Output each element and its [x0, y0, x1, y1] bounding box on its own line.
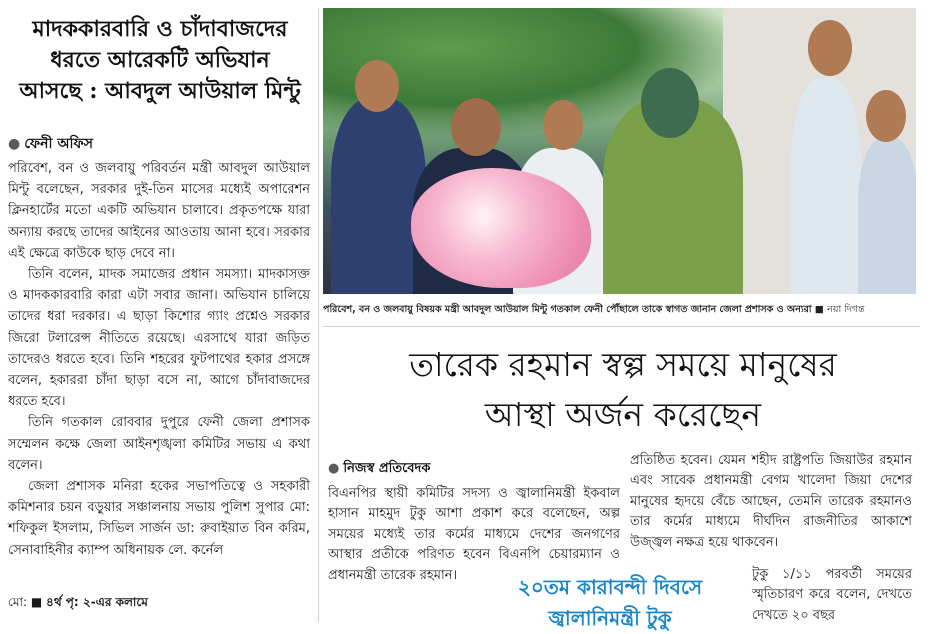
section-divider [323, 326, 920, 327]
reporter-text: নিজস্ব প্রতিবেদক [343, 461, 431, 476]
photo-person-headscarf [641, 68, 699, 138]
left-paragraph-4: জেলা প্রশাসক মনিরা হকের সভাপতিত্বে ও সহকারী কমিশনার চয়ন বড়ুয়ার সঞ্চালনায় সভায় পুলিশ সুপার মো: শফিকুল ইসলাম, সিভিল সার্জন ডা: রুবাইয়াত বিন করিম, সেনাবাহিনীর ক্যাম্প অধিনায়ক লে. কর্নেল [8, 479, 310, 558]
photo-person [331, 98, 426, 294]
main-headline-line-1: তারেক রহমান স্বল্প সময়ে মানুষের [409, 345, 837, 384]
column-divider [318, 8, 319, 622]
left-paragraph-3: তিনি গতকাল রোববার দুপুরে ফেনী জেলা প্রশাসক সম্মেলন কক্ষে জেলা আইনশৃঙ্খলা কমিটির সভায় এ কথা বলেন। [8, 415, 310, 473]
sub-headline [480, 572, 740, 634]
left-article-byline [8, 132, 93, 156]
left-paragraph-2: তিনি বলেন, মাদক সমাজের প্রধান সমস্যা। মাদকাসক্ত ও মাদককারবারি কারা এটা সবার জানা। অভিযান চালিয়ে তাদের ধরা দরকার। এ ছাড়া কিশোর গ্যাং প্রশ্নেও সরকার জিরো টলারেন্স নীতিতে রয়েছে। এরসাথে যারা জড়িত তাদেরও ধরতে হবে। তিনি শহরের ফুটপাথের হকার প্রসঙ্গে বলেন, হকাররা চাঁদা ছাড়া বসে না, আগে চাঁদাবাজদের ধরতে হবে। [8, 267, 310, 410]
sub-headline-line-1: ২০তম কারাবন্দী দিবসে [517, 575, 703, 599]
news-photo [323, 8, 916, 294]
left-headline-line-1: মাদককারবারি ও চাঁদাবাজদের [32, 16, 288, 42]
photo-person [791, 78, 861, 294]
left-paragraph-1: পরিবেশ, বন ও জলবায়ু পরিবর্তন মন্ত্রী আবদুল আউয়াল মিন্টু বলেছেন, সরকার দুই-তিন মাসের মধ্যেই অপারেশন ক্লিনহার্টের মতো একটি অভিযান চালাবে। প্রকৃতপক্ষে যারা অন্যায় করছে তাদের আইনের আওতায় আনা হবে। সরকার এই ক্ষেত্রে কাউকে ছাড় দেবে না। [8, 161, 310, 261]
left-headline-line-2: ধরতে আরেকটি অভিযান [50, 47, 270, 73]
photo-person-head [355, 60, 399, 112]
main-article-column-3 [752, 565, 912, 626]
byline-text: ফেনী অফিস [24, 136, 93, 152]
photo-person-head [543, 100, 583, 150]
sub-headline-line-2: জ্বালানিমন্ত্রী টুকু [548, 606, 672, 630]
jump-prefix: মো: [8, 595, 31, 609]
main-col3-text: টুকু ১/১১ পরবর্তী সময়ের স্মৃতিচারণ করে বলেন, দেখতে দেখতে ২০ বছর [752, 567, 912, 623]
photo-person-head [866, 90, 906, 142]
photo-person-head [808, 20, 852, 76]
square-bullet-icon: ■ [814, 304, 828, 315]
bullet-icon: ● [8, 136, 21, 152]
photo-person [858, 138, 916, 294]
left-headline-line-3: আসছে : আবদুল আউয়াল মিন্টু [19, 78, 301, 104]
jump-text: ৪র্থ পৃ: ২-এর কলামে [46, 595, 148, 609]
main-article-column-2 [630, 451, 912, 553]
main-article-reporter [328, 459, 430, 480]
square-bullet-icon: ■ [30, 595, 43, 609]
main-headline-line-2: আস্থা অর্জন করেছেন [484, 395, 762, 434]
main-col2-text: প্রতিষ্ঠিত হবেন। যেমন শহীদ রাষ্ট্রপতি জিয়াউর রহমান এবং সাবেক প্রধানমন্ত্রী বেগম খালেদা জিয়া দেশের মানুষের হৃদয়ে বেঁচে আছেন, তেমনি তারেক রহমানও তার কর্মের মাধ্যমে দীর্ঘদিন রাজনীতির আকাশে উজ্জ্বল নক্ষত্র হয়ে থাকবেন। [630, 453, 912, 550]
caption-text: পরিবেশ, বন ও জলবায়ু বিষয়ক মন্ত্রী আবদুল আউয়াল মিন্টু গতকাল ফেনী পৌঁছালে তাকে স্বাগত জানান জেলা প্রশাসক ও অন্যরা [323, 304, 812, 315]
left-article-body [8, 158, 310, 561]
main-article-column-1 [328, 484, 620, 586]
photo-credit: নয়া দিগন্ত [827, 304, 865, 315]
photo-caption [323, 303, 923, 318]
main-col1-text: বিএনপির স্থায়ী কমিটির সদস্য ও জ্বালানিমন্ত্রী ইকবাল হাসান মাহমুদ টুকু আশা প্রকাশ করে বলেছেন, অল্প সময়ের মধ্যেই তার কর্মের মাধ্যমে দেশের জনগণের আস্থার প্রতীকে পরিণত হবেন বিএনপি চেয়ারম্যান ও প্রধানমন্ত্রী তারেক রহমান। [328, 486, 620, 583]
left-article-headline [10, 14, 310, 107]
main-article-headline [328, 340, 918, 440]
continued-on-jump [8, 594, 148, 614]
bullet-icon: ● [328, 461, 340, 476]
photo-person-head [451, 98, 501, 156]
